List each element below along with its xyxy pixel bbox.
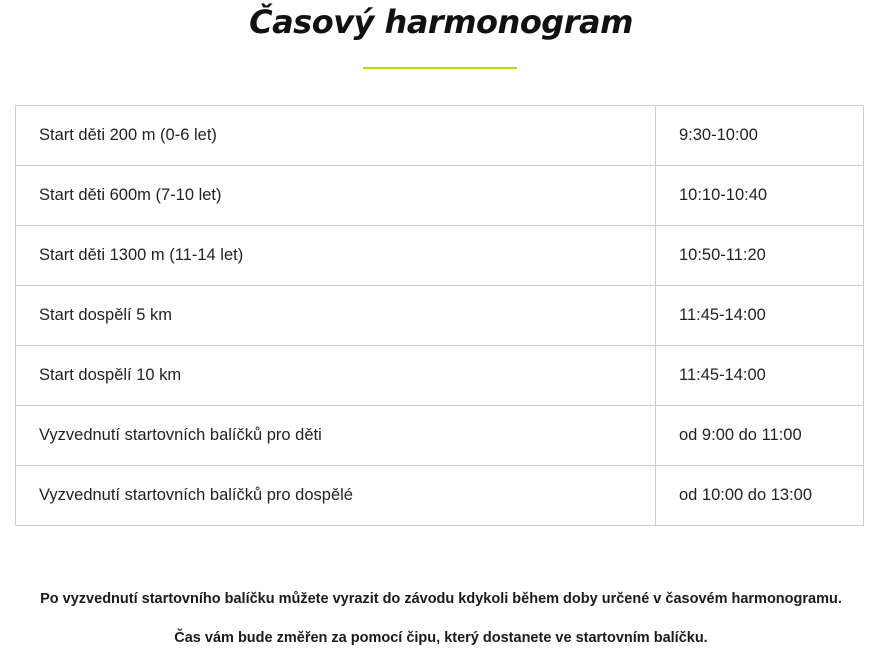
- schedule-table: [15, 105, 864, 526]
- event-cell: Start děti 600m (7-10 let): [16, 166, 656, 226]
- time-cell: 11:45-14:00: [656, 286, 864, 346]
- event-cell: Start děti 1300 m (11-14 let): [16, 226, 656, 286]
- title-underline: [363, 67, 517, 69]
- page-title: Časový harmonogram: [249, 3, 633, 41]
- table-row: [16, 466, 864, 526]
- event-cell: Start dospělí 10 km: [16, 346, 656, 406]
- time-cell: od 10:00 do 13:00: [656, 466, 864, 526]
- table-row: [16, 346, 864, 406]
- time-cell: 9:30-10:00: [656, 106, 864, 166]
- event-cell: Vyzvednutí startovních balíčků pro děti: [16, 406, 656, 466]
- table-row: [16, 166, 864, 226]
- event-cell: Vyzvednutí startovních balíčků pro dospělé: [16, 466, 656, 526]
- info-note-pickup: Po vyzvednutí startovního balíčku můžete vyrazit do závodu kdykoli během doby určené v časovém harmonogramu.: [40, 591, 842, 607]
- table-row: [16, 406, 864, 466]
- table-row: [16, 226, 864, 286]
- event-cell: Start děti 200 m (0-6 let): [16, 106, 656, 166]
- info-note-timing-chip: Čas vám bude změřen za pomocí čipu, který dostanete ve startovním balíčku.: [174, 630, 708, 646]
- time-cell: 10:10-10:40: [656, 166, 864, 226]
- table-row: [16, 286, 864, 346]
- event-cell: Start dospělí 5 km: [16, 286, 656, 346]
- table-row: [16, 106, 864, 166]
- time-cell: od 9:00 do 11:00: [656, 406, 864, 466]
- time-cell: 10:50-11:20: [656, 226, 864, 286]
- time-cell: 11:45-14:00: [656, 346, 864, 406]
